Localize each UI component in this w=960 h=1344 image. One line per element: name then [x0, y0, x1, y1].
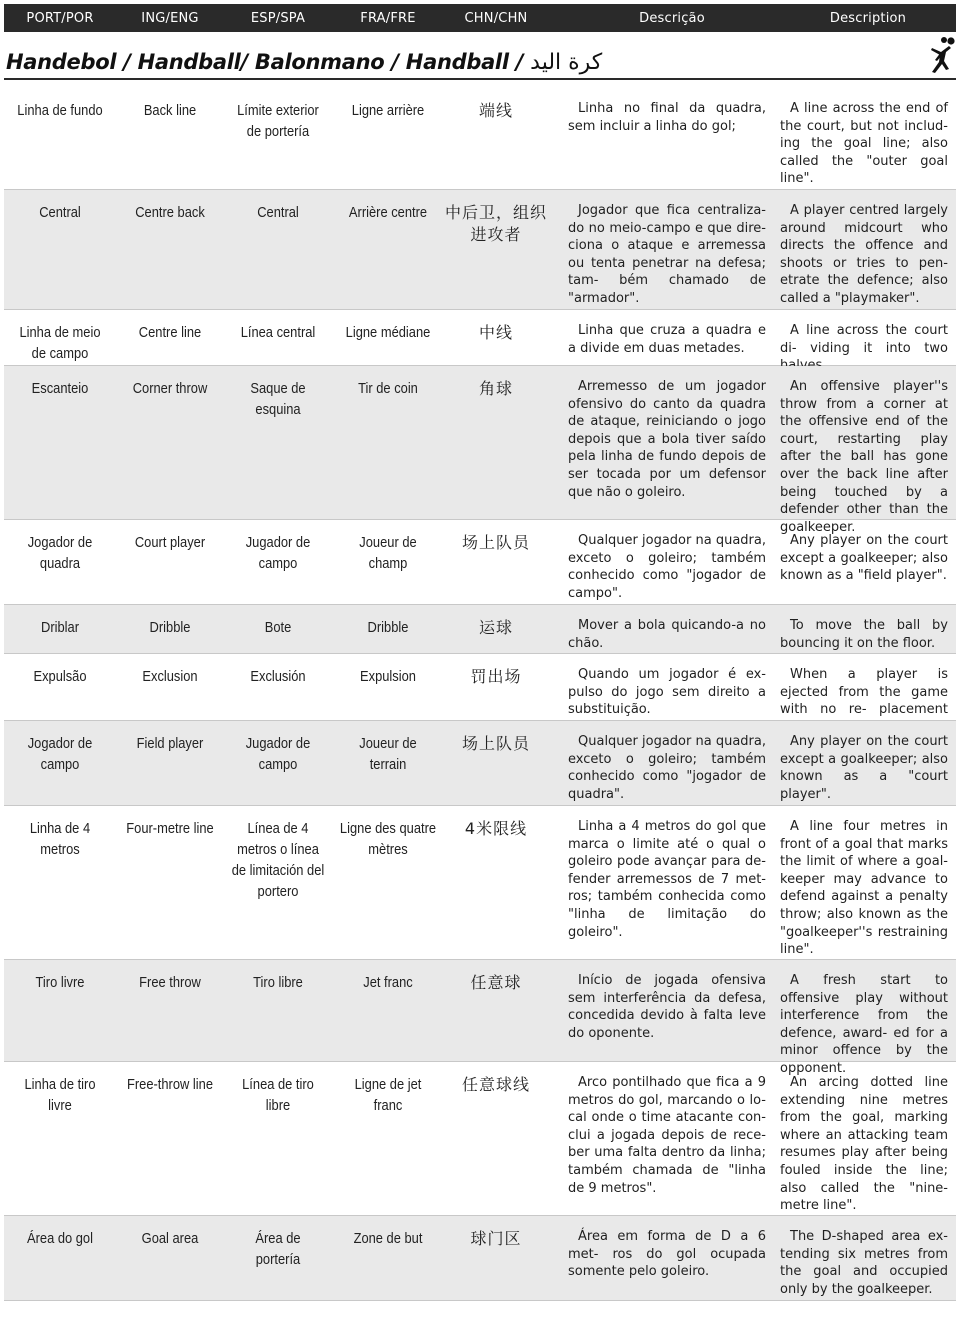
description-pt: Arco pontilhado que fica a 9 metros do gol, marcando o lo- cal onde o time atacante con- clui a jogada depois de rece- ber uma falta dentro da linha; também chamada de "linha de 9 metros".: [568, 1075, 766, 1196]
term-eng: Court player: [134, 534, 206, 551]
term-fra: Ligne de jet franc: [354, 1076, 422, 1114]
section-title-arabic: كرة اليد: [530, 50, 603, 75]
term-fra: Ligne des quatre mètres: [339, 820, 437, 858]
column-header-esp: ESP/SPA: [250, 10, 306, 26]
table-row: [4, 721, 956, 806]
term-eng: Exclusion: [142, 668, 198, 685]
table-row: [4, 654, 956, 721]
term-esp: Saque de esquina: [250, 380, 306, 418]
term-esp: Central: [257, 204, 299, 221]
description-pt: Qualquer jogador na quadra, exceto o goleiro; também conhecido como "jogador de quadra".: [568, 734, 766, 802]
term-eng: Corner throw: [132, 380, 208, 397]
term-fra: Zone de but: [353, 1230, 423, 1247]
description-en: An offensive player''s throw from a corner at the offensive end of the court, restarting play after the ball has gone over the back line after being touched by a defender other than the goalkeeper.: [780, 379, 948, 535]
term-eng: Back line: [143, 102, 197, 119]
term-chn: 罚出场: [470, 667, 522, 686]
description-pt: Início de jogada ofensiva sem interferência da defesa, concedida devido à falta leve do oponente.: [568, 973, 766, 1041]
term-por: Escanteio: [31, 380, 89, 397]
term-eng: Centre back: [135, 204, 205, 221]
term-esp: Límite exterior de portería: [237, 102, 319, 140]
term-esp: Exclusión: [250, 668, 306, 685]
description-en: A line across the court di- viding it into two: [780, 323, 948, 356]
term-chn: 端线: [478, 101, 513, 120]
description-en: To move the ball by bouncing it on the floor.: [780, 618, 948, 651]
term-chn: 角球: [478, 379, 513, 398]
term-fra: Ligne médiane: [345, 324, 431, 341]
description-pt: Linha que cruza a quadra e a divide em duas metades.: [568, 323, 766, 356]
description-en: Any player on the court except a goalkeeper; also known as a "field player".: [780, 533, 948, 584]
term-eng: Free-throw line: [126, 1076, 214, 1093]
term-fra: Ligne arrière: [351, 102, 425, 119]
term-chn: 场上队员: [461, 533, 530, 552]
section-title-row: [4, 44, 956, 80]
description-pt: Área em forma de D a 6 met- ros do gol ocupada somente pelo goleiro.: [568, 1229, 766, 1280]
section-title-text: Handebol / Handball/ Balonmano / Handball /: [6, 50, 524, 74]
term-esp: Tiro libre: [253, 974, 303, 991]
term-eng: Dribble: [149, 619, 191, 636]
term-chn: 中后卫，组织进攻者: [444, 203, 547, 244]
term-eng: Field player: [136, 735, 204, 752]
table-row: [4, 960, 956, 1076]
column-header-descricao: Descrição: [639, 10, 705, 26]
table-row: [4, 520, 956, 605]
term-esp: Bote: [264, 619, 292, 636]
term-por: Expulsão: [33, 668, 87, 685]
table-row: [4, 88, 956, 190]
term-esp: Jugador de campo: [245, 534, 311, 572]
column-header-chn: CHN/CHN: [464, 10, 528, 26]
term-eng: Free throw: [139, 974, 201, 991]
table-row: [4, 1062, 956, 1216]
term-fra: Jet franc: [363, 974, 413, 991]
description-pt: Jogador que fica centraliza- do no meio-campo e que dire- ciona o ataque e arremessa ou tenta penetrar na defesa; tam- bém chamado de "armador".: [568, 203, 766, 306]
table-row: [4, 806, 956, 960]
term-por: Tiro livre: [35, 974, 85, 991]
description-en: A fresh start to offensive play without interference from the defence, award- ed for a minor offence by the opponent.: [780, 973, 948, 1076]
handball-player-icon: [920, 36, 956, 76]
description-en: A player centred largely around midcourt who directs the offence and shoots or tries to pen- etrate the defence; also called a "playmaker".: [780, 203, 948, 306]
term-eng: Goal area: [141, 1230, 199, 1247]
table-row: [4, 366, 956, 535]
column-header-bar: [4, 4, 956, 32]
glossary-table: [4, 88, 956, 1301]
term-por: Linha de 4 metros: [29, 820, 91, 858]
term-chn: 球门区: [470, 1229, 522, 1248]
term-fra: Joueur de terrain: [359, 735, 417, 773]
term-por: Driblar: [40, 619, 80, 636]
description-en: A line across the end of the court, but not includ- ing the goal line; also called the "outer goal line".: [780, 101, 948, 187]
description-pt: Qualquer jogador na quadra, exceto o goleiro; também conhecido como "jogador de campo".: [568, 533, 766, 601]
term-fra: Dribble: [367, 619, 409, 636]
description-en: The D-shaped area ex- tending six metres from the goal and occupied only by the goalkeeper.: [780, 1229, 948, 1297]
term-por: Jogador de campo: [27, 735, 93, 773]
term-esp: Línea central: [240, 324, 316, 341]
description-en: A line four metres in front of a goal that marks the limit of where a goal- keeper may advance to defend against a penalty throw; also known as the "goalkeeper''s restraining line".: [780, 819, 948, 958]
column-header-por: PORT/POR: [26, 10, 94, 26]
column-header-eng: ING/ENG: [141, 10, 199, 26]
term-por: Jogador de quadra: [27, 534, 93, 572]
table-row: [4, 605, 956, 654]
description-pt: Arremesso de um jogador ofensivo do canto da quadra de ataque, reiniciando o jogo depois que a bola tiver saído pela linha de fundo depois de ser tocada por um defensor que não o goleiro.: [568, 379, 766, 500]
term-chn: 任意球线: [461, 1075, 530, 1094]
term-por: Linha de fundo: [17, 102, 103, 119]
term-chn: 任意球: [470, 973, 522, 992]
term-fra: Joueur de champ: [359, 534, 417, 572]
description-pt: Quando um jogador é ex- pulso do jogo sem direito a substituição.: [568, 667, 766, 718]
description-en: When a player is ejected from the game with no re- placement: [780, 667, 948, 718]
term-chn: 场上队员: [461, 734, 530, 753]
description-en: Any player on the court except a goalkeeper; also known as a "court player".: [780, 734, 948, 802]
term-esp: Línea de 4 metros o línea de limitación del portero: [231, 820, 325, 900]
term-por: Central: [39, 204, 81, 221]
section-title: [6, 50, 602, 75]
term-eng: Centre line: [138, 324, 202, 341]
term-chn: 4米限线: [464, 819, 528, 838]
term-por: Área do gol: [26, 1230, 93, 1247]
term-eng: Four-metre line: [126, 820, 214, 837]
term-chn: 运球: [478, 618, 513, 637]
term-esp: Jugador de campo: [245, 735, 311, 773]
column-header-fra: FRA/FRE: [360, 10, 416, 26]
term-fra: Arrière centre: [348, 204, 428, 221]
description-pt: Linha a 4 metros do gol que marca o limite até o qual o goleiro pode avançar para de- fender arremessos de 7 met- ros; também conhecida como "linha de limitação do goleiro".: [568, 819, 766, 940]
term-por: Linha de meio de campo: [19, 324, 101, 362]
table-row: [4, 310, 956, 366]
description-pt: Mover a bola quicando-a no chão.: [568, 618, 766, 651]
column-header-description: Description: [829, 10, 907, 26]
description-pt: Linha no final da quadra, sem incluir a linha do gol;: [568, 101, 766, 134]
table-row: [4, 1216, 956, 1301]
term-fra: Tir de coin: [358, 380, 418, 397]
term-chn: 中线: [478, 323, 513, 342]
term-fra: Expulsion: [360, 668, 416, 685]
term-esp: Área de portería: [255, 1230, 301, 1268]
description-en: An arcing dotted line extending nine metres from the goal, marking where an attacking team resumes play after being fouled inside the line; also called the "nine-metre line".: [780, 1075, 948, 1214]
table-row: [4, 190, 956, 310]
term-por: Linha de tiro livre: [24, 1076, 96, 1114]
term-esp: Línea de tiro libre: [242, 1076, 314, 1114]
